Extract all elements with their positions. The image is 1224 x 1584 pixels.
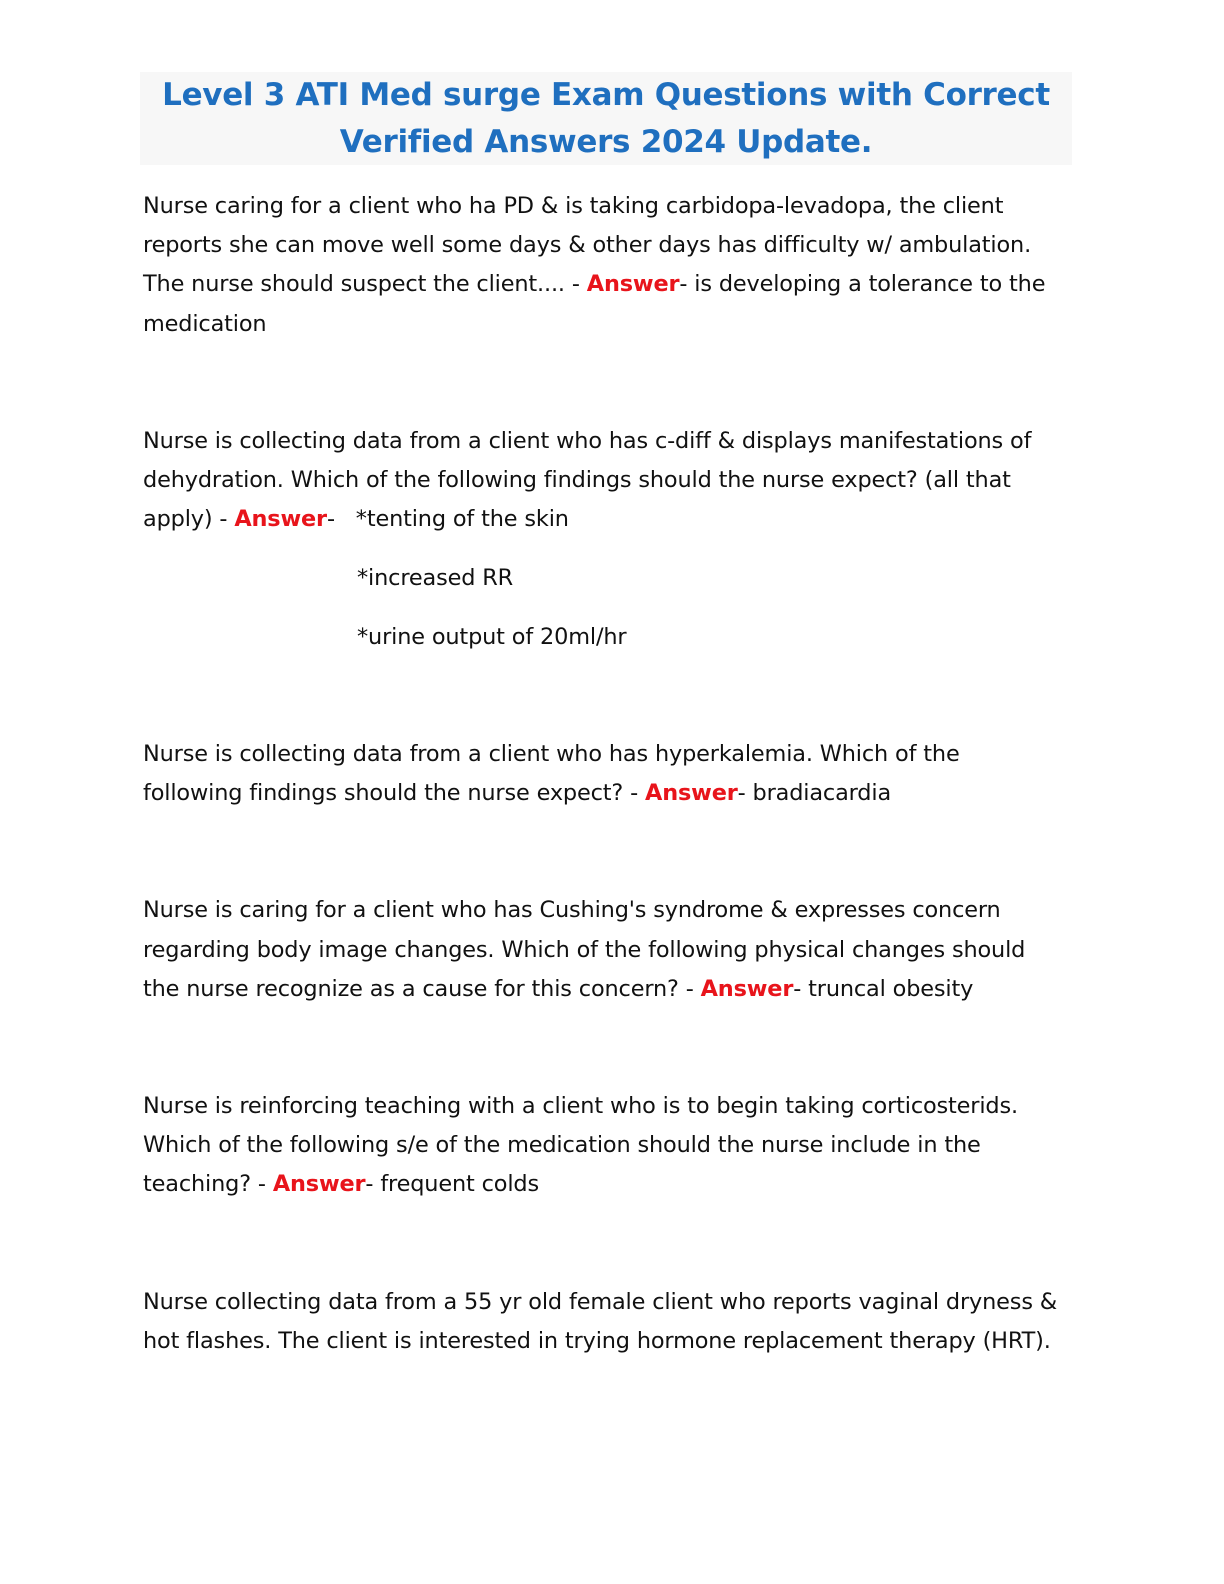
answer-text-continued: medication — [143, 310, 267, 337]
document-title-line-2: Verified Answers 2024 Update. — [339, 124, 873, 160]
qa-list — [143, 187, 1083, 1361]
answer-text: - *tenting of the skin — [326, 506, 569, 533]
question-line: reports she can move well some days & other days has difficulty w/ ambulation. — [143, 232, 1032, 259]
question-line: The nurse should suspect the client.... - — [143, 271, 587, 298]
question-line: the nurse recognize as a cause for this concern? - — [143, 975, 701, 1002]
question-line: hot flashes. The client is interested in trying hormone replacement therapy (HRT). — [143, 1327, 1051, 1354]
answer-text: - frequent colds — [365, 1171, 539, 1198]
answer-text: - bradiacardia — [737, 780, 892, 807]
qa-item-1 — [143, 187, 1083, 344]
answer-label: Answer — [586, 271, 680, 298]
answer-list-item: *urine output of 20ml/hr — [357, 623, 627, 650]
qa-item-5 — [143, 1087, 1083, 1205]
document-title-line-1: Level 3 ATI Med surge Exam Questions with Correct — [162, 77, 1050, 113]
question-line: Nurse is collecting data from a client who has c-diff & displays manifestations of — [143, 427, 1032, 454]
title-banner — [140, 72, 1072, 165]
answer-label: Answer — [645, 780, 738, 807]
question-line: Nurse is caring for a client who has Cushing's syndrome & expresses concern — [143, 897, 1001, 924]
answer-text: - truncal obesity — [793, 975, 974, 1002]
question-line: teaching? - — [143, 1171, 273, 1198]
question-line: Nurse caring for a client who ha PD & is taking carbidopa-levadopa, the client — [143, 193, 1004, 219]
answer-label: Answer — [272, 1171, 366, 1198]
question-line: Which of the following s/e of the medication should the nurse include in the — [143, 1132, 981, 1159]
question-line: dehydration. Which of the following findings should the nurse expect? (all that — [143, 467, 1011, 494]
qa-item-6 — [143, 1283, 1083, 1361]
question-line: Nurse is collecting data from a client who has hyperkalemia. Which of the — [143, 741, 960, 768]
qa-item-2 — [143, 422, 1083, 657]
answer-text: - is developing a tolerance to the — [679, 271, 1046, 298]
question-line: Nurse collecting data from a 55 yr old female client who reports vaginal dryness & — [143, 1288, 1058, 1315]
answer-list-item: *increased RR — [357, 565, 514, 592]
answer-label: Answer — [700, 975, 794, 1002]
question-line: regarding body image changes. Which of the following physical changes should — [143, 936, 1026, 963]
answer-label: Answer — [234, 506, 327, 533]
question-line: apply) - — [143, 506, 235, 533]
question-line: Nurse is reinforcing teaching with a client who is to begin taking corticosterids. — [143, 1093, 1018, 1120]
question-line: following findings should the nurse expect? - — [143, 780, 646, 807]
qa-item-4 — [143, 891, 1083, 1009]
qa-item-3 — [143, 735, 1083, 813]
